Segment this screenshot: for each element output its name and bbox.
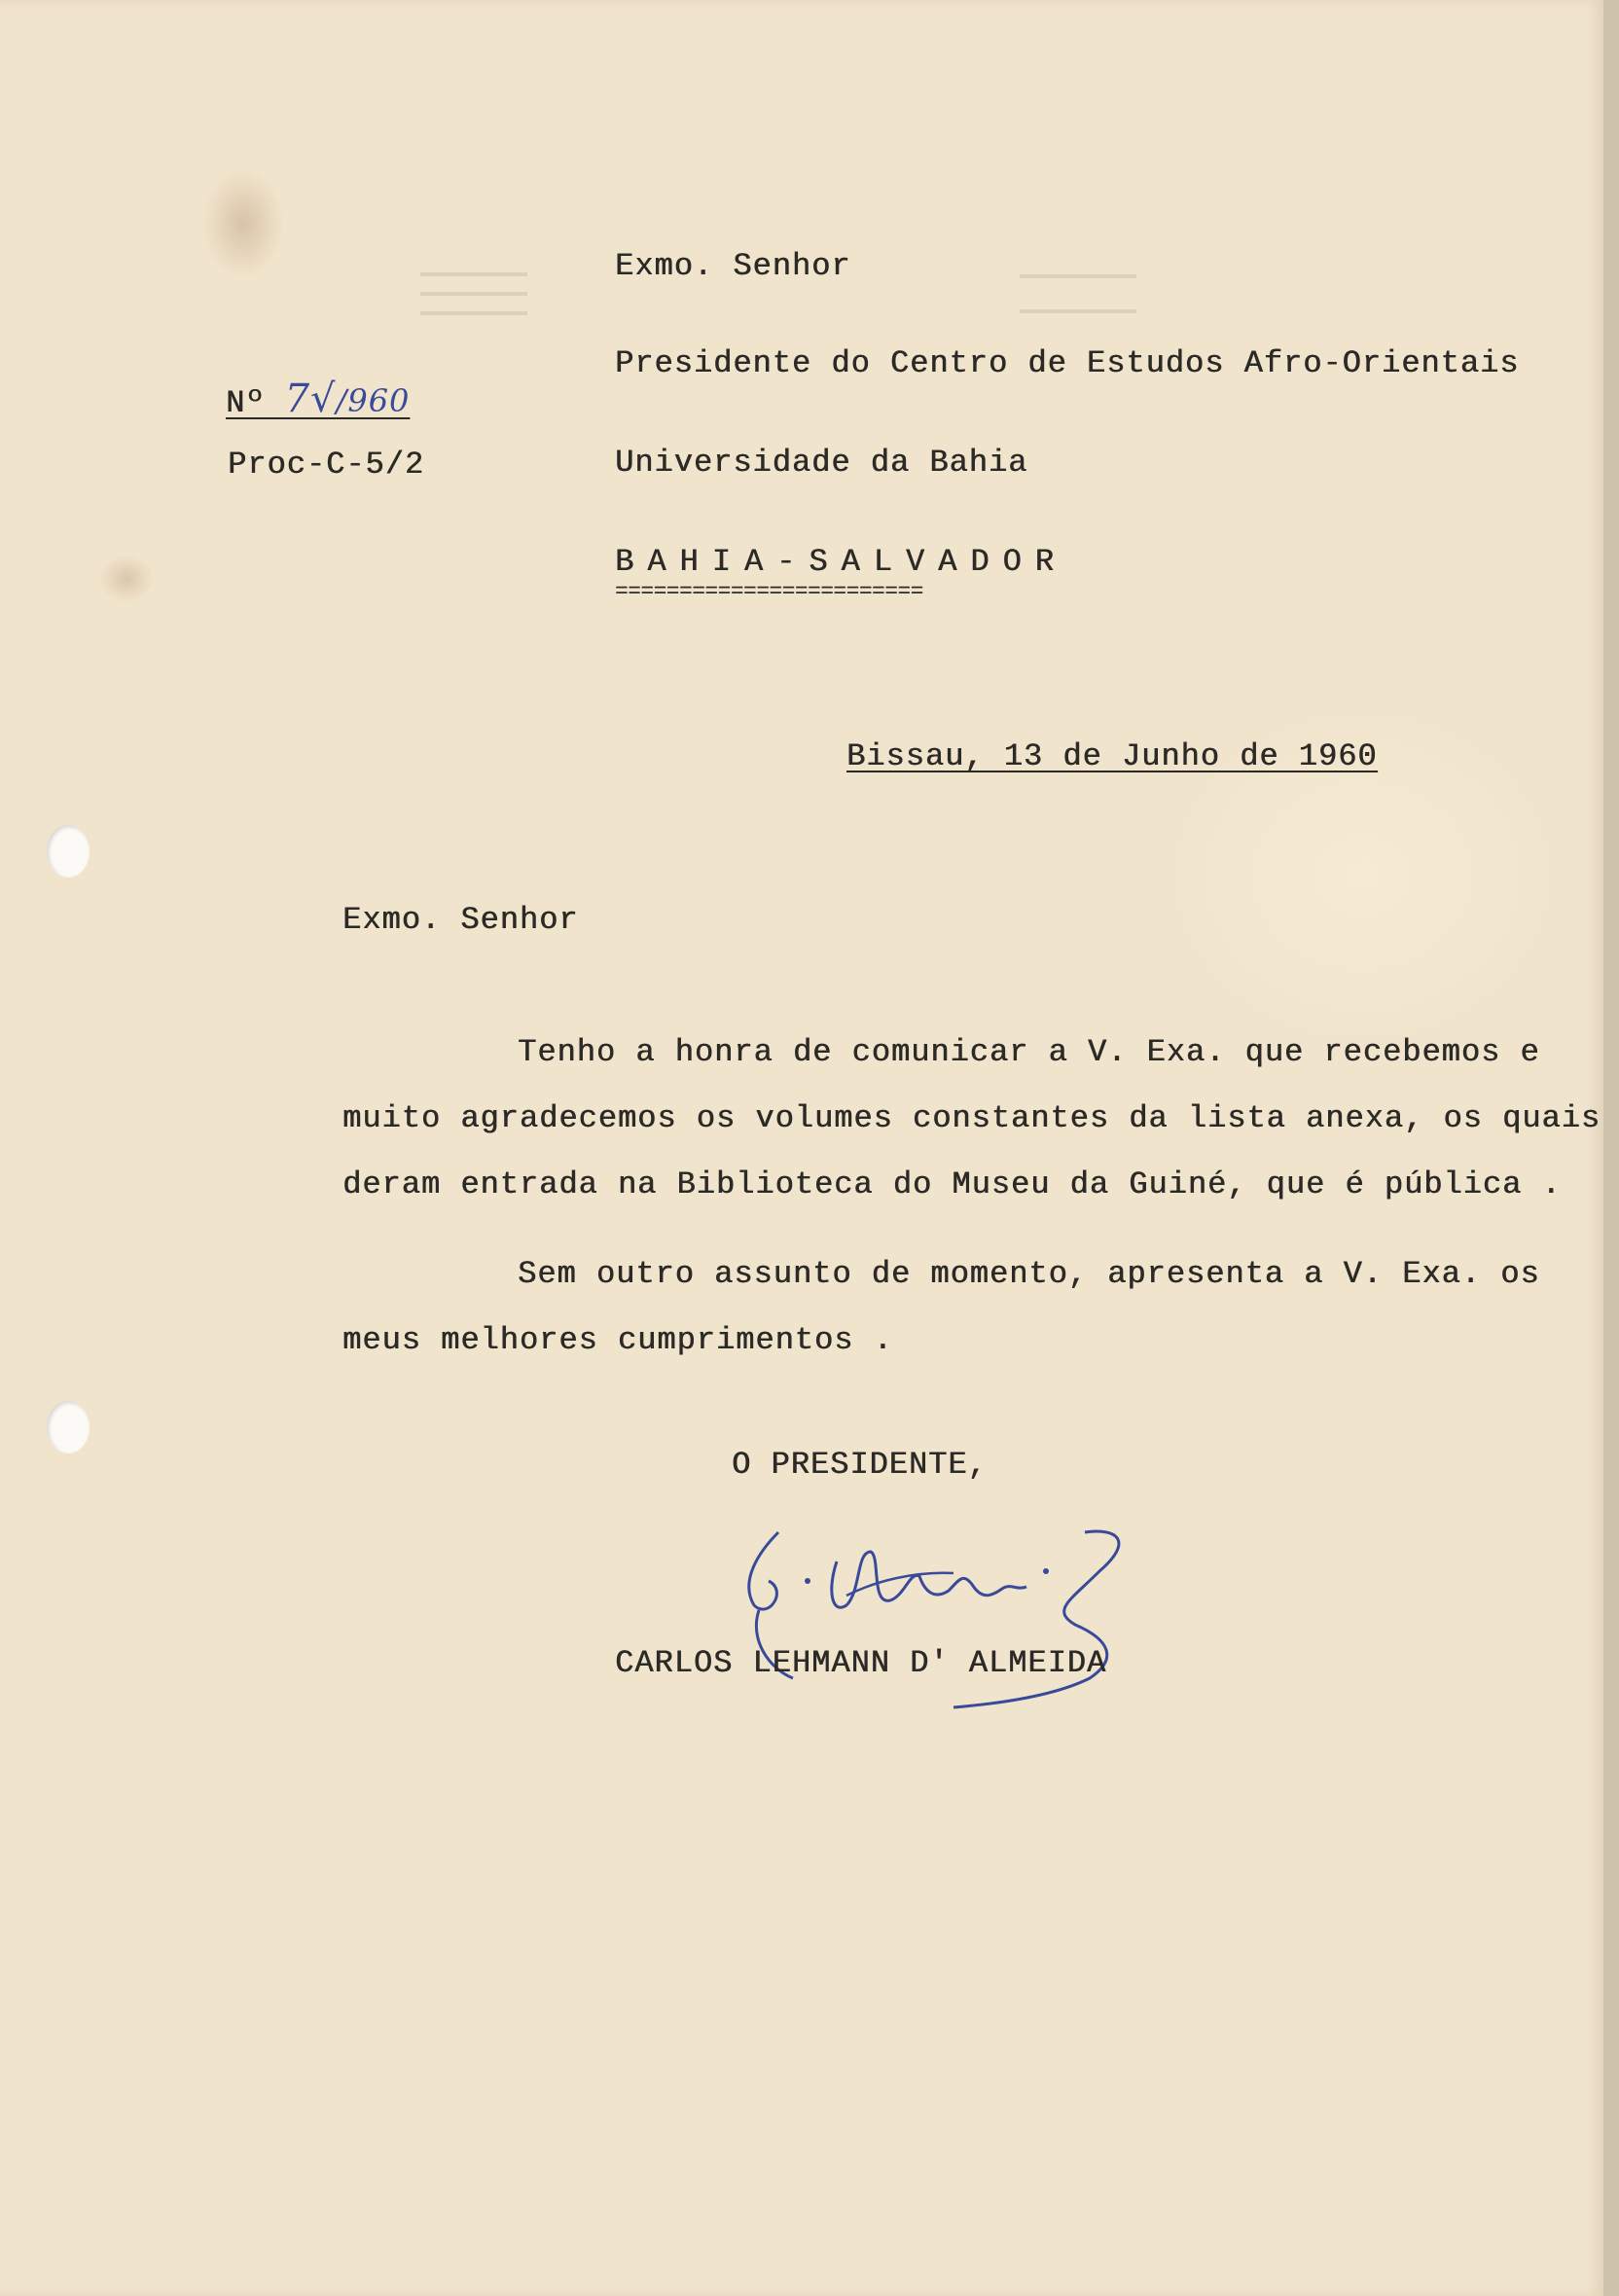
reference-number: Nº 7√/960	[226, 377, 411, 421]
bleed-through-mark	[420, 311, 527, 315]
bleed-through-mark	[420, 272, 527, 276]
paragraph-1-line-1: Tenho a honra de comunicar a V. Exa. que recebemos e	[518, 1034, 1540, 1070]
addressee-rule: ========================	[615, 580, 923, 604]
body-salutation: Exmo. Senhor	[342, 902, 579, 938]
addressee-line-2: Universidade da Bahia	[615, 445, 1028, 481]
bleed-through-mark	[420, 292, 527, 296]
addressee-city: BAHIA-SALVADOR	[615, 544, 1067, 580]
process-code: Proc-C-5/2	[228, 447, 425, 483]
addressee-salutation: Exmo. Senhor	[615, 248, 851, 284]
bleed-through-mark	[1020, 309, 1136, 313]
punch-hole-top	[47, 825, 90, 878]
signature	[701, 1513, 1206, 1727]
closing-title: O PRESIDENTE,	[732, 1447, 988, 1483]
paragraph-1-line-2: muito agradecemos os volumes constantes da lista anexa, os quais	[342, 1100, 1601, 1136]
addressee-line-1: Presidente do Centro de Estudos Afro-Orientais	[615, 345, 1520, 381]
paragraph-2-line-1: Sem outro assunto de momento, apresenta a V. Exa. os	[518, 1256, 1540, 1292]
paragraph-1-line-3: deram entrada na Biblioteca do Museu da Guiné, que é pública .	[342, 1166, 1562, 1202]
paragraph-2-line-2: meus melhores cumprimentos .	[342, 1322, 893, 1358]
handwritten-number: 7√	[284, 377, 337, 421]
signatory-name: CARLOS LEHMANN D' ALMEIDA	[615, 1645, 1107, 1681]
bleed-through-mark	[1020, 274, 1136, 278]
punch-hole-bottom	[47, 1401, 90, 1453]
date-line: Bissau, 13 de Junho de 1960	[846, 738, 1378, 774]
page-edge	[1603, 0, 1619, 2296]
